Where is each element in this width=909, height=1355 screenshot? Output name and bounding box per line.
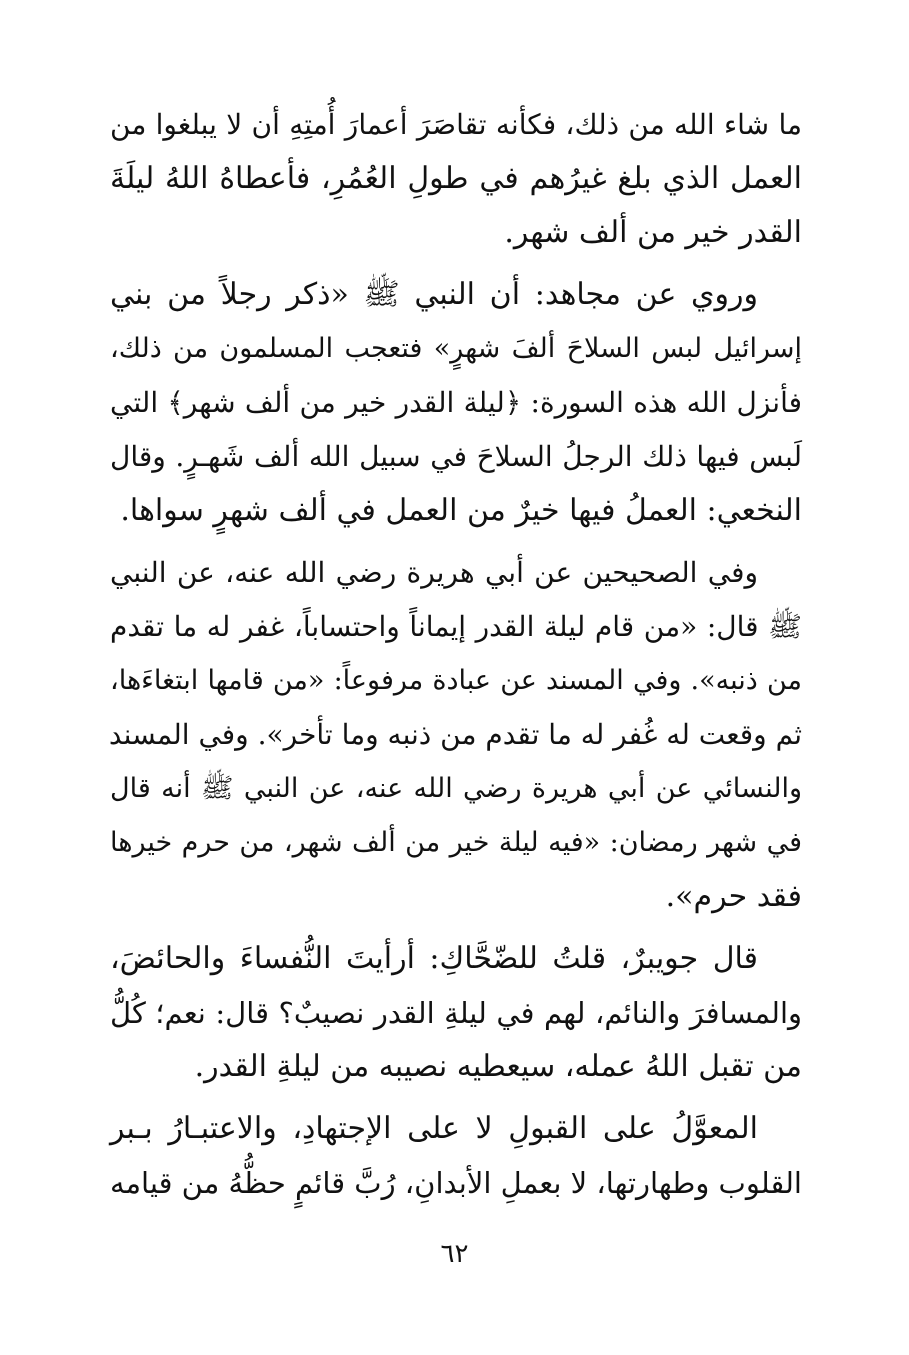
text-line: قال جويبرٌ، قلتُ للضّحَّاكِ: أرأيتَ النُّفساءَ والحائضَ، [110, 941, 758, 976]
page-number: ٦٢ [440, 1239, 469, 1269]
text-line: القلوب وطهارتها، لا بعملِ الأبدانِ، رُبَّ قائمٍ حظُّهُ من قيامه [109, 1166, 802, 1200]
text-line: وروي عن مجاهد: أن النبي ﷺ «ذكر رجلاً من بني [110, 277, 758, 312]
paragraph-4 [110, 932, 802, 1094]
text-line: وفي الصحيحين عن أبي هريرة رضي الله عنه، عن النبي [110, 556, 758, 589]
text-line: في شهر رمضان: «فيه ليلة خير من ألف شهر، من حرم خيرها [110, 827, 802, 858]
paragraph-1 [110, 98, 802, 260]
text-line: فأنزل الله هذه السورة: ﴿ليلة القدر خير من ألف شهر﴾ التي [110, 386, 802, 419]
text-line: ثم وقعت له غُفر له ما تقدم من ذنبه وما تأخر». وفي المسند [108, 718, 802, 751]
text-line: من تقبل اللهُ عمله، سيعطيه نصيبه من ليلةِ القدر. [194, 1049, 802, 1084]
text-line: النخعي: العملُ فيها خيرٌ من العمل في ألف شهرٍ سواها. [120, 493, 802, 528]
text-line: ﷺ قال: «من قام ليلة القدر إيماناً واحتساباً، غفر له ما تقدم [110, 610, 802, 643]
paragraph-2 [110, 268, 802, 538]
text-line: لَبس فيها ذلك الرجلُ السلاحَ في سبيل الله ألف شَهـرٍ. وقال [110, 440, 802, 473]
text-line: من ذنبه». وفي المسند عن عبادة مرفوعاً: «من قامها ابتغاءَها، [110, 665, 802, 696]
text-line: فقد حرم». [665, 879, 802, 914]
text-line: والمسافرَ والنائم، لهم في ليلةِ القدر نصيبٌ؟ قال: نعم؛ كُلُّ [110, 996, 802, 1030]
text-line: المعوَّلُ على القبولِ لا على الإجتهادِ، والاعتبـارُ بـبر [110, 1111, 758, 1146]
text-line: العمل الذي بلغ غيرُهم في طولِ العُمُرِ، فأعطاهُ اللهُ ليلَةَ [110, 161, 802, 196]
text-line: إسرائيل لبس السلاحَ ألفَ شهرٍ» فتعجب المسلمون من ذلك، [110, 333, 802, 364]
text-line: القدر خير من ألف شهر. [504, 215, 802, 250]
paragraph-5 [110, 1102, 802, 1210]
text-line: ما شاء الله من ذلك، فكأنه تقاصَرَ أعمارَ أُمتِهِ أن لا يبلغوا من [110, 108, 802, 141]
paragraph-3 [110, 546, 802, 924]
text-line: والنسائي عن أبي هريرة رضي الله عنه، عن النبي ﷺ أنه قال [110, 773, 802, 804]
document-page [110, 98, 802, 1298]
